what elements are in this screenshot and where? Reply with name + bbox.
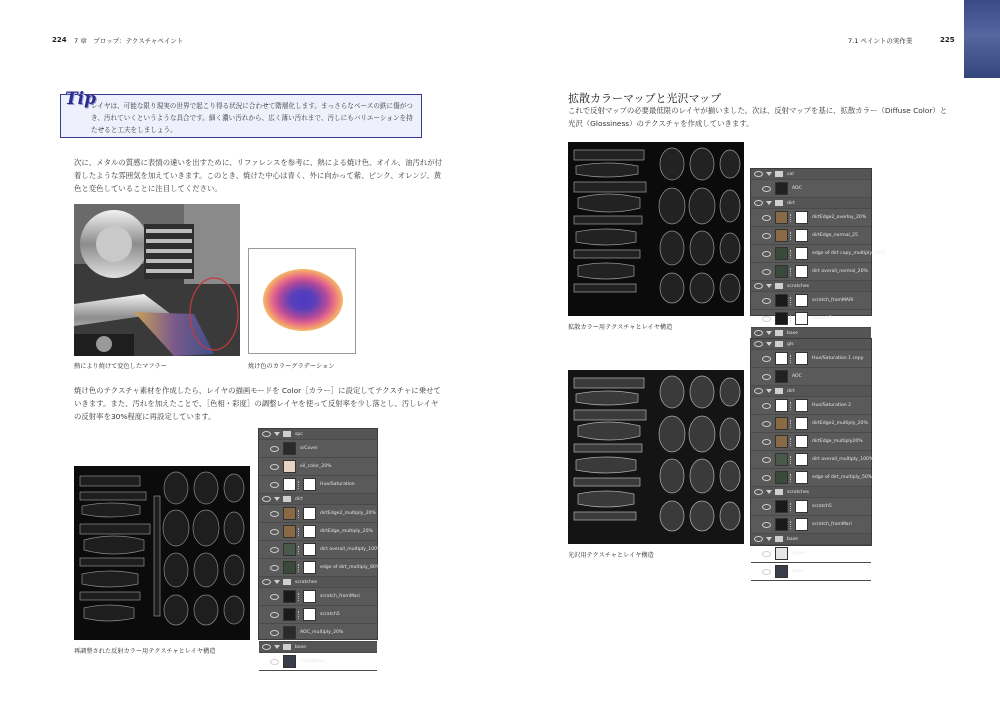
layer-name: scratch5 — [812, 316, 832, 321]
layer-name: dirt — [295, 496, 303, 502]
layer-thumbnail — [775, 500, 788, 513]
layer-name: base — [295, 644, 306, 650]
expand-triangle-icon[interactable] — [766, 342, 772, 346]
visibility-eye-icon[interactable] — [270, 612, 279, 618]
layer-mask-thumbnail — [303, 590, 316, 603]
layer-row[interactable] — [259, 505, 377, 523]
layer-thumbnail — [283, 590, 296, 603]
layer-name: AOC — [792, 186, 802, 191]
layer-group-row[interactable] — [751, 534, 871, 545]
layer-group-row[interactable] — [751, 386, 871, 397]
layer-row[interactable] — [751, 563, 871, 581]
layer-thumbnail — [775, 435, 788, 448]
visibility-eye-icon[interactable] — [762, 269, 771, 275]
photo-caption: 熱により焼けて変色したマフラー — [74, 363, 167, 370]
layer-mask-thumbnail — [303, 543, 316, 556]
diffuse-texture-map — [568, 142, 744, 316]
layer-group-row[interactable] — [751, 487, 871, 498]
visibility-eye-icon[interactable] — [762, 439, 771, 445]
layer-name: srCover — [300, 446, 318, 451]
visibility-eye-icon[interactable] — [270, 511, 279, 517]
visibility-eye-icon[interactable] — [754, 283, 763, 289]
layer-name: dirtEdge2_overlay_20% — [812, 215, 867, 220]
layer-name: base — [787, 536, 798, 542]
mask-link-icon — [790, 503, 793, 511]
mask-link-icon — [790, 438, 793, 446]
mask-link-icon — [790, 402, 793, 410]
left-page-number: 224 — [52, 36, 67, 44]
mask-link-icon — [298, 510, 301, 518]
mask-link-icon — [790, 232, 793, 240]
layer-thumbnail — [283, 507, 296, 520]
mask-link-icon — [790, 250, 793, 258]
layer-name: base — [787, 330, 798, 336]
layer-thumbnail — [775, 547, 788, 560]
layer-name: dirtEdge2_multiply_20% — [320, 511, 376, 516]
folder-icon — [775, 489, 783, 495]
layer-panel-reflection — [258, 428, 382, 664]
visibility-eye-icon[interactable] — [762, 569, 771, 575]
layer-name: dirtEdge_multiply_20% — [320, 529, 373, 534]
burn-gradation-swatch — [248, 248, 356, 354]
visibility-eye-icon[interactable] — [270, 565, 279, 571]
visibility-eye-icon[interactable] — [762, 421, 771, 427]
layer-name: dirt overall_multiply_100% — [812, 457, 874, 462]
folder-icon — [775, 200, 783, 206]
section-title: 拡散カラーマップと光沢マップ — [568, 92, 722, 105]
mask-link-icon — [298, 611, 301, 619]
layer-row[interactable] — [751, 245, 885, 263]
visibility-eye-icon[interactable] — [762, 186, 771, 192]
layer-row[interactable] — [751, 433, 871, 451]
folder-icon — [775, 536, 783, 542]
layer-row[interactable] — [751, 209, 871, 227]
layer-thumbnail — [283, 655, 296, 668]
layer-thumbnail — [775, 312, 788, 325]
layer-name: edge of dirt_multiply_50% — [812, 475, 873, 480]
section-intro: これで反射マップの必要最低限のレイヤが揃いました。次は、反射マップを基に、拡散カラー（Diffuse Color）と光沢（Glossiness）のテクスチャを作成していきます。 — [568, 106, 948, 129]
visibility-eye-icon[interactable] — [762, 298, 771, 304]
visibility-eye-icon[interactable] — [754, 200, 763, 206]
layer-thumbnail — [775, 265, 788, 278]
layer-thumbnail — [283, 460, 296, 473]
visibility-eye-icon[interactable] — [762, 251, 771, 257]
layer-row[interactable] — [259, 624, 377, 642]
layer-name: scratches — [787, 283, 810, 289]
layer-mask-thumbnail — [303, 507, 316, 520]
mask-link-icon — [790, 297, 793, 305]
visibility-eye-icon[interactable] — [270, 630, 279, 636]
layer-thumbnail — [283, 543, 296, 556]
visibility-eye-icon[interactable] — [262, 579, 271, 585]
layer-thumbnail — [283, 442, 296, 455]
folder-icon — [283, 496, 291, 502]
layer-mask-thumbnail — [303, 478, 316, 491]
layer-row[interactable] — [751, 516, 871, 534]
visibility-eye-icon[interactable] — [270, 464, 279, 470]
visibility-eye-icon[interactable] — [270, 659, 279, 665]
visibility-eye-icon[interactable] — [262, 496, 271, 502]
layer-mask-thumbnail — [795, 312, 808, 325]
layer-row[interactable] — [751, 545, 871, 563]
layer-group-row[interactable] — [259, 577, 377, 588]
layer-name: col — [787, 171, 794, 177]
tip-text: レイヤは、可能な限り現実の世界で起こり得る状況に合わせて階層化します。まっさらなベースの鉄に傷がつき、汚れていくというような具合です。細く濃い汚れから、広く薄い汚れまで、汚しにもバリエーションを持たせると工夫をしましょう。 — [91, 102, 413, 134]
expand-triangle-icon[interactable] — [274, 432, 280, 436]
folder-icon — [775, 341, 783, 347]
layer-row[interactable] — [751, 350, 871, 368]
paragraph-2: 焼け色のテクスチャ素材を作成したら、レイヤの描画モードを Color［カラー］に設定してテクスチャに乗せていきます。また、汚れを加えたことで、［色相・彩度］の調整レイヤを使って反射率を少し落とし、汚しレイヤの反射率を30%程度に再設定しています。 — [74, 386, 441, 422]
layer-mask-thumbnail — [795, 435, 808, 448]
layer-name: gls — [787, 341, 794, 347]
mask-link-icon — [790, 214, 793, 222]
layer-thumbnail — [283, 561, 296, 574]
layer-name: scratch_fromMARI — [812, 298, 854, 303]
layer-group-row[interactable] — [751, 339, 871, 350]
left-running-header: 7 章 プロップ：テクスチャペイント — [74, 37, 184, 45]
layer-thumbnail — [775, 453, 788, 466]
visibility-eye-icon[interactable] — [754, 341, 763, 347]
mask-link-icon — [298, 546, 301, 554]
visibility-eye-icon[interactable] — [762, 551, 771, 557]
visibility-eye-icon[interactable] — [754, 330, 763, 336]
folder-icon — [283, 644, 291, 650]
mask-link-icon — [298, 593, 301, 601]
layer-name: AOC_multiply_20% — [300, 630, 344, 635]
mask-link-icon — [790, 355, 793, 363]
visibility-eye-icon[interactable] — [762, 356, 771, 362]
layer-thumbnail — [775, 518, 788, 531]
visibility-eye-icon[interactable] — [270, 482, 279, 488]
adjustment-layer-icon — [283, 478, 296, 491]
layer-row[interactable] — [751, 310, 871, 328]
layer-row[interactable] — [259, 588, 377, 606]
layer-row[interactable] — [751, 469, 871, 487]
gradation-blob — [263, 269, 343, 331]
layer-group-row[interactable] — [259, 642, 377, 653]
expand-triangle-icon[interactable] — [766, 201, 772, 205]
visibility-eye-icon[interactable] — [270, 446, 279, 452]
mask-link-icon — [790, 474, 793, 482]
visibility-eye-icon[interactable] — [270, 529, 279, 535]
folder-icon — [775, 330, 783, 336]
layer-row[interactable] — [751, 498, 871, 516]
layer-thumbnail — [283, 626, 296, 639]
layer-name: metalBase — [300, 659, 325, 664]
layer-mask-thumbnail — [795, 399, 808, 412]
expand-triangle-icon[interactable] — [766, 389, 772, 393]
folder-icon — [775, 283, 783, 289]
layer-name: edge of dirt copy_multiply_50% — [812, 251, 885, 256]
visibility-eye-icon[interactable] — [754, 171, 763, 177]
tip-logo: Tip — [65, 89, 96, 109]
visibility-eye-icon[interactable] — [754, 536, 763, 542]
expand-triangle-icon[interactable] — [766, 331, 772, 335]
mask-link-icon — [790, 456, 793, 464]
visibility-eye-icon[interactable] — [762, 316, 771, 322]
layer-thumbnail — [775, 370, 788, 383]
mask-link-icon — [790, 268, 793, 276]
layer-name: Hue/Saturation 2 — [812, 403, 852, 408]
layer-name: dirtEdge_multiply20% — [812, 439, 863, 444]
right-running-header: 7.1 ペイントの実作業 — [848, 37, 913, 45]
texture-caption: 再調整された反射カラー用テクスチャとレイヤ構造 — [74, 648, 216, 655]
layer-mask-thumbnail — [795, 352, 808, 365]
diffuse-caption: 拡散カラー用テクスチャとレイヤ構造 — [568, 324, 673, 331]
layer-mask-thumbnail — [303, 608, 316, 621]
layer-name: oil_color_20% — [300, 464, 332, 469]
layer-group-row[interactable] — [751, 169, 871, 180]
layer-row[interactable] — [259, 541, 382, 559]
gloss-texture-map — [568, 370, 744, 544]
layer-name: dirt — [787, 200, 795, 206]
mask-link-icon — [790, 420, 793, 428]
visibility-eye-icon[interactable] — [270, 547, 279, 553]
layer-name: scratches — [295, 579, 318, 585]
chapter-corner-tab — [964, 0, 1000, 78]
expand-triangle-icon[interactable] — [274, 580, 280, 584]
layer-thumbnail — [775, 211, 788, 224]
layer-panel-gloss — [750, 338, 874, 574]
layer-thumbnail — [775, 417, 788, 430]
layer-mask-thumbnail — [795, 417, 808, 430]
layer-row[interactable] — [751, 397, 871, 415]
layer-panel-diffuse — [750, 168, 885, 336]
layer-mask-thumbnail — [795, 500, 808, 513]
layer-group-row[interactable] — [259, 429, 377, 440]
layer-thumbnail — [283, 608, 296, 621]
layer-name: spc — [295, 431, 303, 437]
layer-name: edge of dirt_multiply_80% — [320, 565, 381, 570]
layer-row[interactable] — [751, 180, 871, 198]
layer-mask-thumbnail — [795, 265, 808, 278]
mask-link-icon — [790, 315, 793, 323]
layer-mask-thumbnail — [795, 453, 808, 466]
layer-thumbnail — [283, 525, 296, 538]
layer-row[interactable] — [751, 292, 871, 310]
adjustment-layer-icon — [775, 399, 788, 412]
layer-row[interactable] — [259, 440, 377, 458]
layer-thumbnail — [775, 565, 788, 578]
layer-name: scratches — [787, 489, 810, 495]
visibility-eye-icon[interactable] — [762, 475, 771, 481]
visibility-eye-icon[interactable] — [762, 403, 771, 409]
tip-box — [60, 89, 422, 138]
layer-group-row[interactable] — [259, 494, 377, 505]
gloss-caption: 光沢用テクスチャとレイヤ構造 — [568, 552, 654, 559]
layer-name: Hue/Saturation — [320, 482, 355, 487]
folder-icon — [775, 171, 783, 177]
layer-name: Hue/Saturation 1 copy — [812, 356, 864, 361]
layer-group-row[interactable] — [751, 281, 871, 292]
layer-mask-thumbnail — [303, 525, 316, 538]
mask-link-icon — [298, 481, 301, 489]
expand-triangle-icon[interactable] — [766, 490, 772, 494]
layer-name: panel — [792, 551, 805, 556]
layer-name: dirt — [787, 388, 795, 394]
layer-thumbnail — [775, 471, 788, 484]
layer-thumbnail — [775, 229, 788, 242]
reflection-texture-map — [74, 466, 250, 640]
visibility-eye-icon[interactable] — [762, 522, 771, 528]
layer-row[interactable] — [751, 368, 871, 386]
layer-mask-thumbnail — [795, 247, 808, 260]
expand-triangle-icon[interactable] — [766, 172, 772, 176]
layer-row[interactable] — [751, 227, 871, 245]
expand-triangle-icon[interactable] — [766, 537, 772, 541]
mask-link-icon — [298, 564, 301, 572]
layer-thumbnail — [775, 294, 788, 307]
layer-mask-thumbnail — [303, 561, 316, 574]
expand-triangle-icon[interactable] — [766, 284, 772, 288]
layer-row[interactable] — [259, 476, 377, 494]
adjustment-layer-icon — [775, 352, 788, 365]
expand-triangle-icon[interactable] — [274, 497, 280, 501]
visibility-eye-icon[interactable] — [762, 233, 771, 239]
layer-row[interactable] — [259, 653, 377, 671]
layer-name: AOC — [792, 374, 802, 379]
visibility-eye-icon[interactable] — [262, 431, 271, 437]
layer-name: dirtEdge2_multiply_20% — [812, 421, 868, 426]
layer-row[interactable] — [751, 415, 871, 433]
layer-name: dirt overall_normal_20% — [812, 269, 868, 274]
layer-row[interactable] — [751, 263, 871, 281]
visibility-eye-icon[interactable] — [762, 457, 771, 463]
layer-name: scratch_fromMari — [812, 522, 852, 527]
mask-link-icon — [790, 521, 793, 529]
layer-group-row[interactable] — [751, 198, 871, 209]
layer-name: base — [792, 569, 803, 574]
layer-row[interactable] — [259, 559, 381, 577]
layer-name: dirt overall_multiply_100% — [320, 547, 382, 552]
folder-icon — [775, 388, 783, 394]
folder-icon — [283, 431, 291, 437]
expand-triangle-icon[interactable] — [274, 645, 280, 649]
layer-row[interactable] — [259, 458, 377, 476]
layer-thumbnail — [775, 182, 788, 195]
gradation-caption: 焼け色のカラーグラデーション — [248, 363, 335, 370]
layer-name: dirtEdge_normal_25 — [812, 233, 858, 238]
visibility-eye-icon[interactable] — [762, 374, 771, 380]
visibility-eye-icon[interactable] — [762, 215, 771, 221]
layer-mask-thumbnail — [795, 294, 808, 307]
muffler-photo — [74, 204, 240, 356]
layer-mask-thumbnail — [795, 518, 808, 531]
layer-mask-thumbnail — [795, 471, 808, 484]
layer-name: scratch5 — [320, 612, 340, 617]
layer-row[interactable] — [259, 523, 377, 541]
folder-icon — [283, 579, 291, 585]
layer-row[interactable] — [751, 451, 874, 469]
right-page-number: 225 — [940, 36, 955, 44]
layer-thumbnail — [775, 247, 788, 260]
layer-mask-thumbnail — [795, 211, 808, 224]
layer-mask-thumbnail — [795, 229, 808, 242]
visibility-eye-icon[interactable] — [762, 504, 771, 510]
visibility-eye-icon[interactable] — [754, 388, 763, 394]
layer-name: scratch_fromMari — [320, 594, 360, 599]
visibility-eye-icon[interactable] — [754, 489, 763, 495]
paragraph-1: 次に、メタルの質感に表情の違いを出すために、リファレンスを参考に、熱による焼け色、オイル、油汚れが付着したような雰囲気を加えていきます。このとき、焼けた中心は青く、外に向かって紫、ピンク、オレンジ、黄色と変色していることに注目してください。 — [74, 158, 443, 194]
visibility-eye-icon[interactable] — [262, 644, 271, 650]
layer-row[interactable] — [259, 606, 377, 624]
layer-name: scratch5 — [812, 504, 832, 509]
mask-link-icon — [298, 528, 301, 536]
visibility-eye-icon[interactable] — [270, 594, 279, 600]
